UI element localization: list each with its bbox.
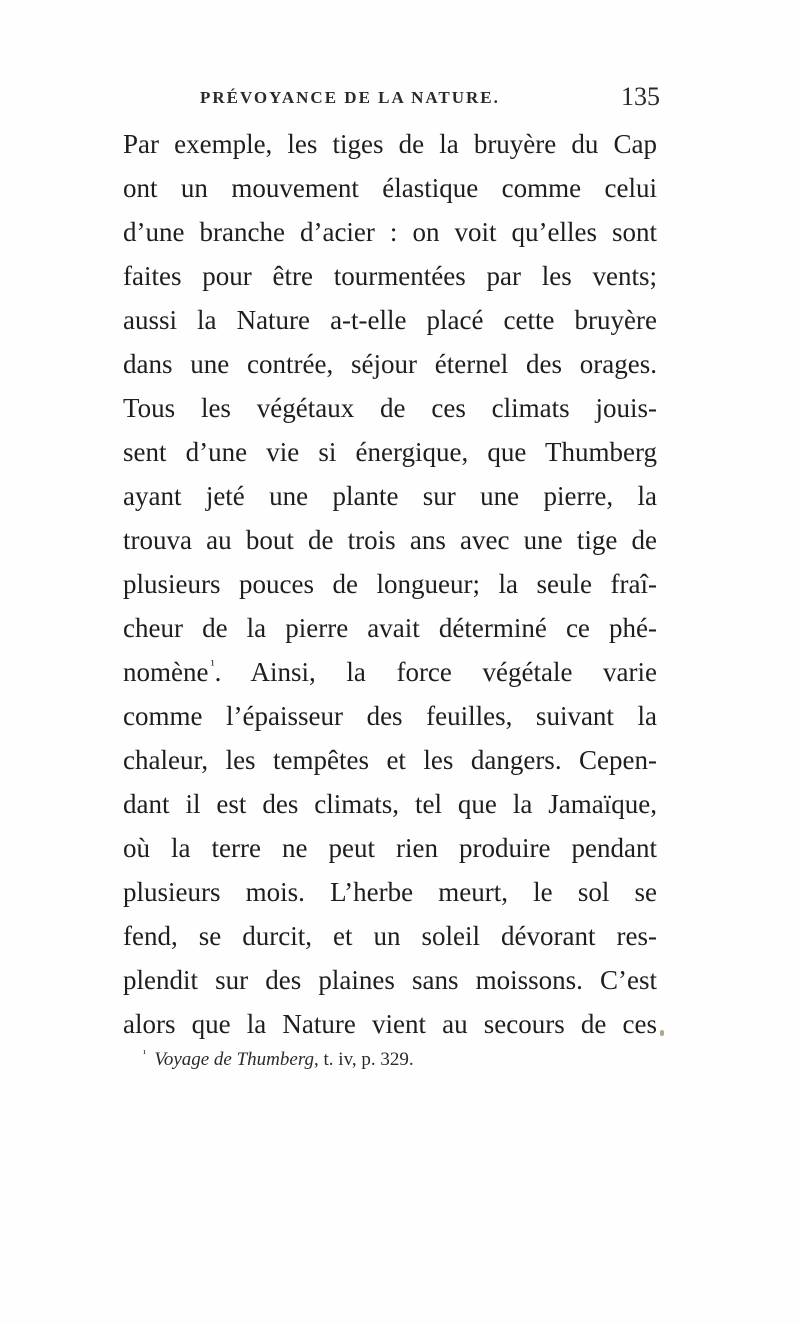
text-line: sent d’une vie si énergique, que Thumberg bbox=[123, 437, 657, 467]
footnote-title: Voyage de Thumberg bbox=[154, 1049, 315, 1070]
text-line: Par exemple, les tiges de la bruyère du Cap bbox=[123, 129, 657, 159]
text-line: dans une contrée, séjour éternel des orages. bbox=[123, 349, 657, 379]
paper-speck bbox=[660, 1030, 664, 1036]
text-line: ayant jeté une plante sur une pierre, la bbox=[123, 481, 657, 511]
text-line: cheur de la pierre avait déterminé ce phé- bbox=[123, 613, 657, 643]
text-line: plusieurs mois. L’herbe meurt, le sol se bbox=[123, 877, 657, 907]
text-line: chaleur, les tempêtes et les dangers. Cepen- bbox=[123, 745, 657, 775]
body-text bbox=[123, 122, 657, 1046]
text-line: ont un mouvement élastique comme celui bbox=[123, 173, 657, 203]
text-line: fend, se durcit, et un soleil dévorant res- bbox=[123, 921, 657, 951]
text-line: où la terre ne peut rien produire pendant bbox=[123, 833, 657, 863]
text-line: plusieurs pouces de longueur; la seule fraî- bbox=[123, 569, 657, 599]
page-header bbox=[120, 82, 660, 112]
text-line: faites pour être tourmentées par les vents; bbox=[123, 261, 657, 291]
footnote-citation: , t. iv, p. 329. bbox=[314, 1049, 414, 1070]
text-line: d’une branche d’acier : on voit qu’elles sont bbox=[123, 217, 657, 247]
text-segment: nomène bbox=[123, 657, 209, 687]
text-line: comme l’épaisseur des feuilles, suivant la bbox=[123, 701, 657, 731]
text-line: Tous les végétaux de ces climats jouis- bbox=[123, 393, 657, 423]
text-line: trouva au bout de trois ans avec une tige de bbox=[123, 525, 657, 555]
text-line: plendit sur des plaines sans moissons. C’est bbox=[123, 965, 657, 995]
text-line: aussi la Nature a-t-elle placé cette bruyère bbox=[123, 305, 657, 335]
text-line: alors que la Nature vient au secours de ces bbox=[123, 1009, 657, 1039]
footnote bbox=[143, 1048, 543, 1071]
text-line: dant il est des climats, tel que la Jamaïque, bbox=[123, 789, 657, 819]
text-line-with-footnote-ref bbox=[123, 650, 657, 694]
text-segment: . Ainsi, la force végétale varie bbox=[214, 657, 657, 687]
running-title: PRÉVOYANCE DE LA NATURE. bbox=[200, 88, 500, 107]
footnote-reference: ¹ bbox=[210, 657, 215, 672]
page-number: 135 bbox=[621, 82, 660, 111]
footnote-number: ¹ bbox=[143, 1048, 147, 1060]
